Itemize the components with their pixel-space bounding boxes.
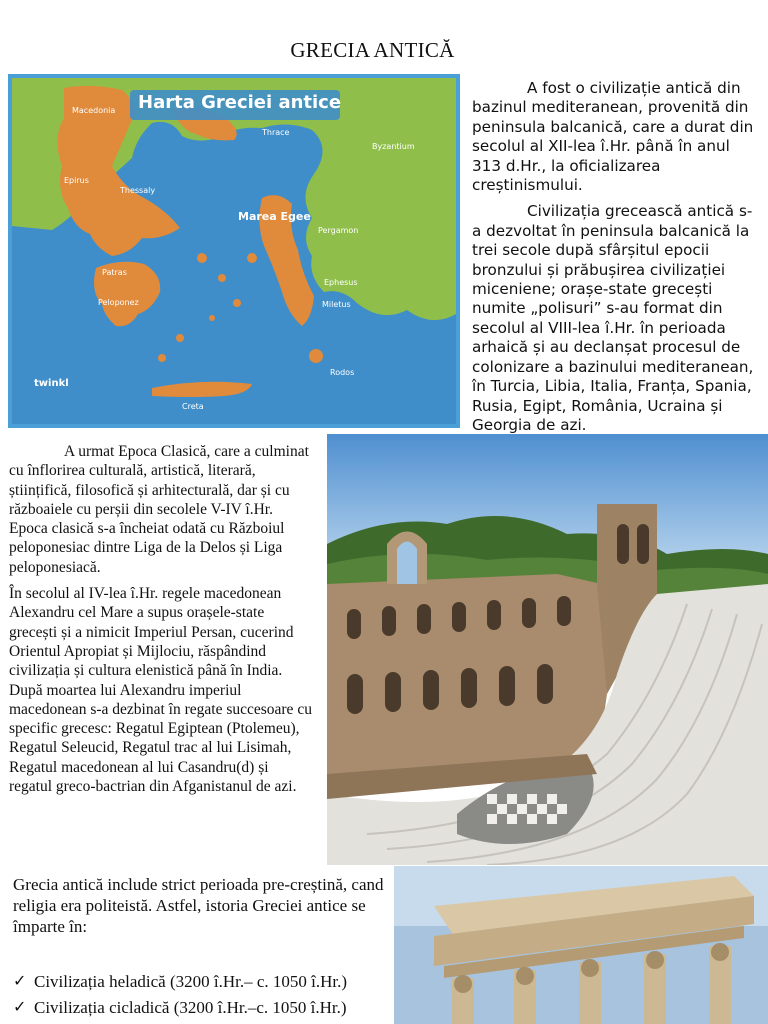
map-label: Miletus — [322, 300, 351, 309]
list-item — [13, 997, 393, 1018]
intro-paragraph: Civilizația grecească antică s-a dezvoltat în peninsula balcanică la trei secole după sfârșitul epocii bronzului și prăbușirea civilizației miceniene; orașe-state grecești numite „polisuri” s-au format din secolul al VIII-lea î.Hr. în perioada arhaică și au declanșat procesul de colonizare a bazinului mediteranean, în Turcia, Libia, Italia, Franța, Spania, Rusia, Egipt, România, Ucraina și Georgia de azi. — [472, 202, 754, 434]
page-title: GRECIA ANTICĂ — [290, 38, 455, 62]
map-label: Rodos — [330, 368, 355, 377]
intro-text — [472, 79, 761, 442]
map-label: Epirus — [64, 176, 89, 185]
list-item — [13, 971, 393, 992]
period-label: Civilizația cicladică (3200 î.Hr.–c. 1050 î.Hr.) — [34, 998, 347, 1017]
map-label: Creta — [182, 402, 204, 411]
map-label: Thessaly — [120, 186, 156, 195]
map-label: Ephesus — [324, 278, 358, 287]
intro-paragraph: A fost o civilizație antică din bazinul mediteranean, provenită din peninsula balcanică, care a durat din secolul al XII-lea î.Hr. până în anul 313 d.Hr., la oficializarea creștinismului. — [472, 79, 754, 195]
classic-paragraph: În secolul al IV-lea î.Hr. regele macedonean Alexandru cel Mare a supus orașele-state grecești și a nimicit Imperiul Persan, cucerind Orientul Apropiat și Mijlociu, răspândind civilizația și cultura elenistică până în India. După moartea lui Alexandru imperiul macedonean s-a dezbinat în regate succesoare cu specific grecesc: Regatul Egiptean (Ptolemeu), Regatul Seleucid, Regatul trac al lui Lisimah, Regatul macedonean al lui Casandru(d) și regatul greco-bactrian din Afganistanul de azi. — [9, 585, 312, 796]
twinkl-logo: twinkl — [34, 378, 69, 389]
odeon-theatre-photo — [327, 434, 768, 865]
map-label: Pergamon — [318, 226, 359, 235]
map-label: Byzantium — [372, 142, 415, 151]
checkmark-icon: ✓ — [13, 973, 27, 990]
temple-ruins-photo — [394, 866, 768, 1024]
map-label: Thrace — [262, 128, 290, 137]
classic-paragraph: A urmat Epoca Clasică, care a culminat cu înflorirea culturală, artistică, literară, științifică, filosofică și arhitecturală, dar și cu războaiele cu perșii din secolele V-IV î.Hr. Epoca clasică s-a încheiat odată cu Războiul peloponesiac dintre Liga de la Delos și Liga peloponesiacă. — [9, 443, 309, 576]
map-sea-label: Marea Egee — [238, 210, 311, 223]
classic-era-text — [9, 442, 313, 803]
periods-section — [13, 874, 393, 1023]
ancient-greece-map — [8, 74, 460, 428]
map-label: Peloponez — [98, 298, 139, 307]
period-label: Civilizația heladică (3200 î.Hr.– c. 1050 î.Hr.) — [34, 972, 348, 991]
map-label: Macedonia — [72, 106, 116, 115]
map-label: Patras — [102, 268, 127, 277]
periods-list — [13, 971, 393, 1018]
checkmark-icon: ✓ — [13, 999, 27, 1016]
periods-intro: Grecia antică include strict perioada pre-creștină, cand religia era politeistă. Astfel, istoria Greciei antice se împarte în: — [13, 875, 384, 936]
map-heading: Harta Greciei antice — [138, 92, 342, 113]
